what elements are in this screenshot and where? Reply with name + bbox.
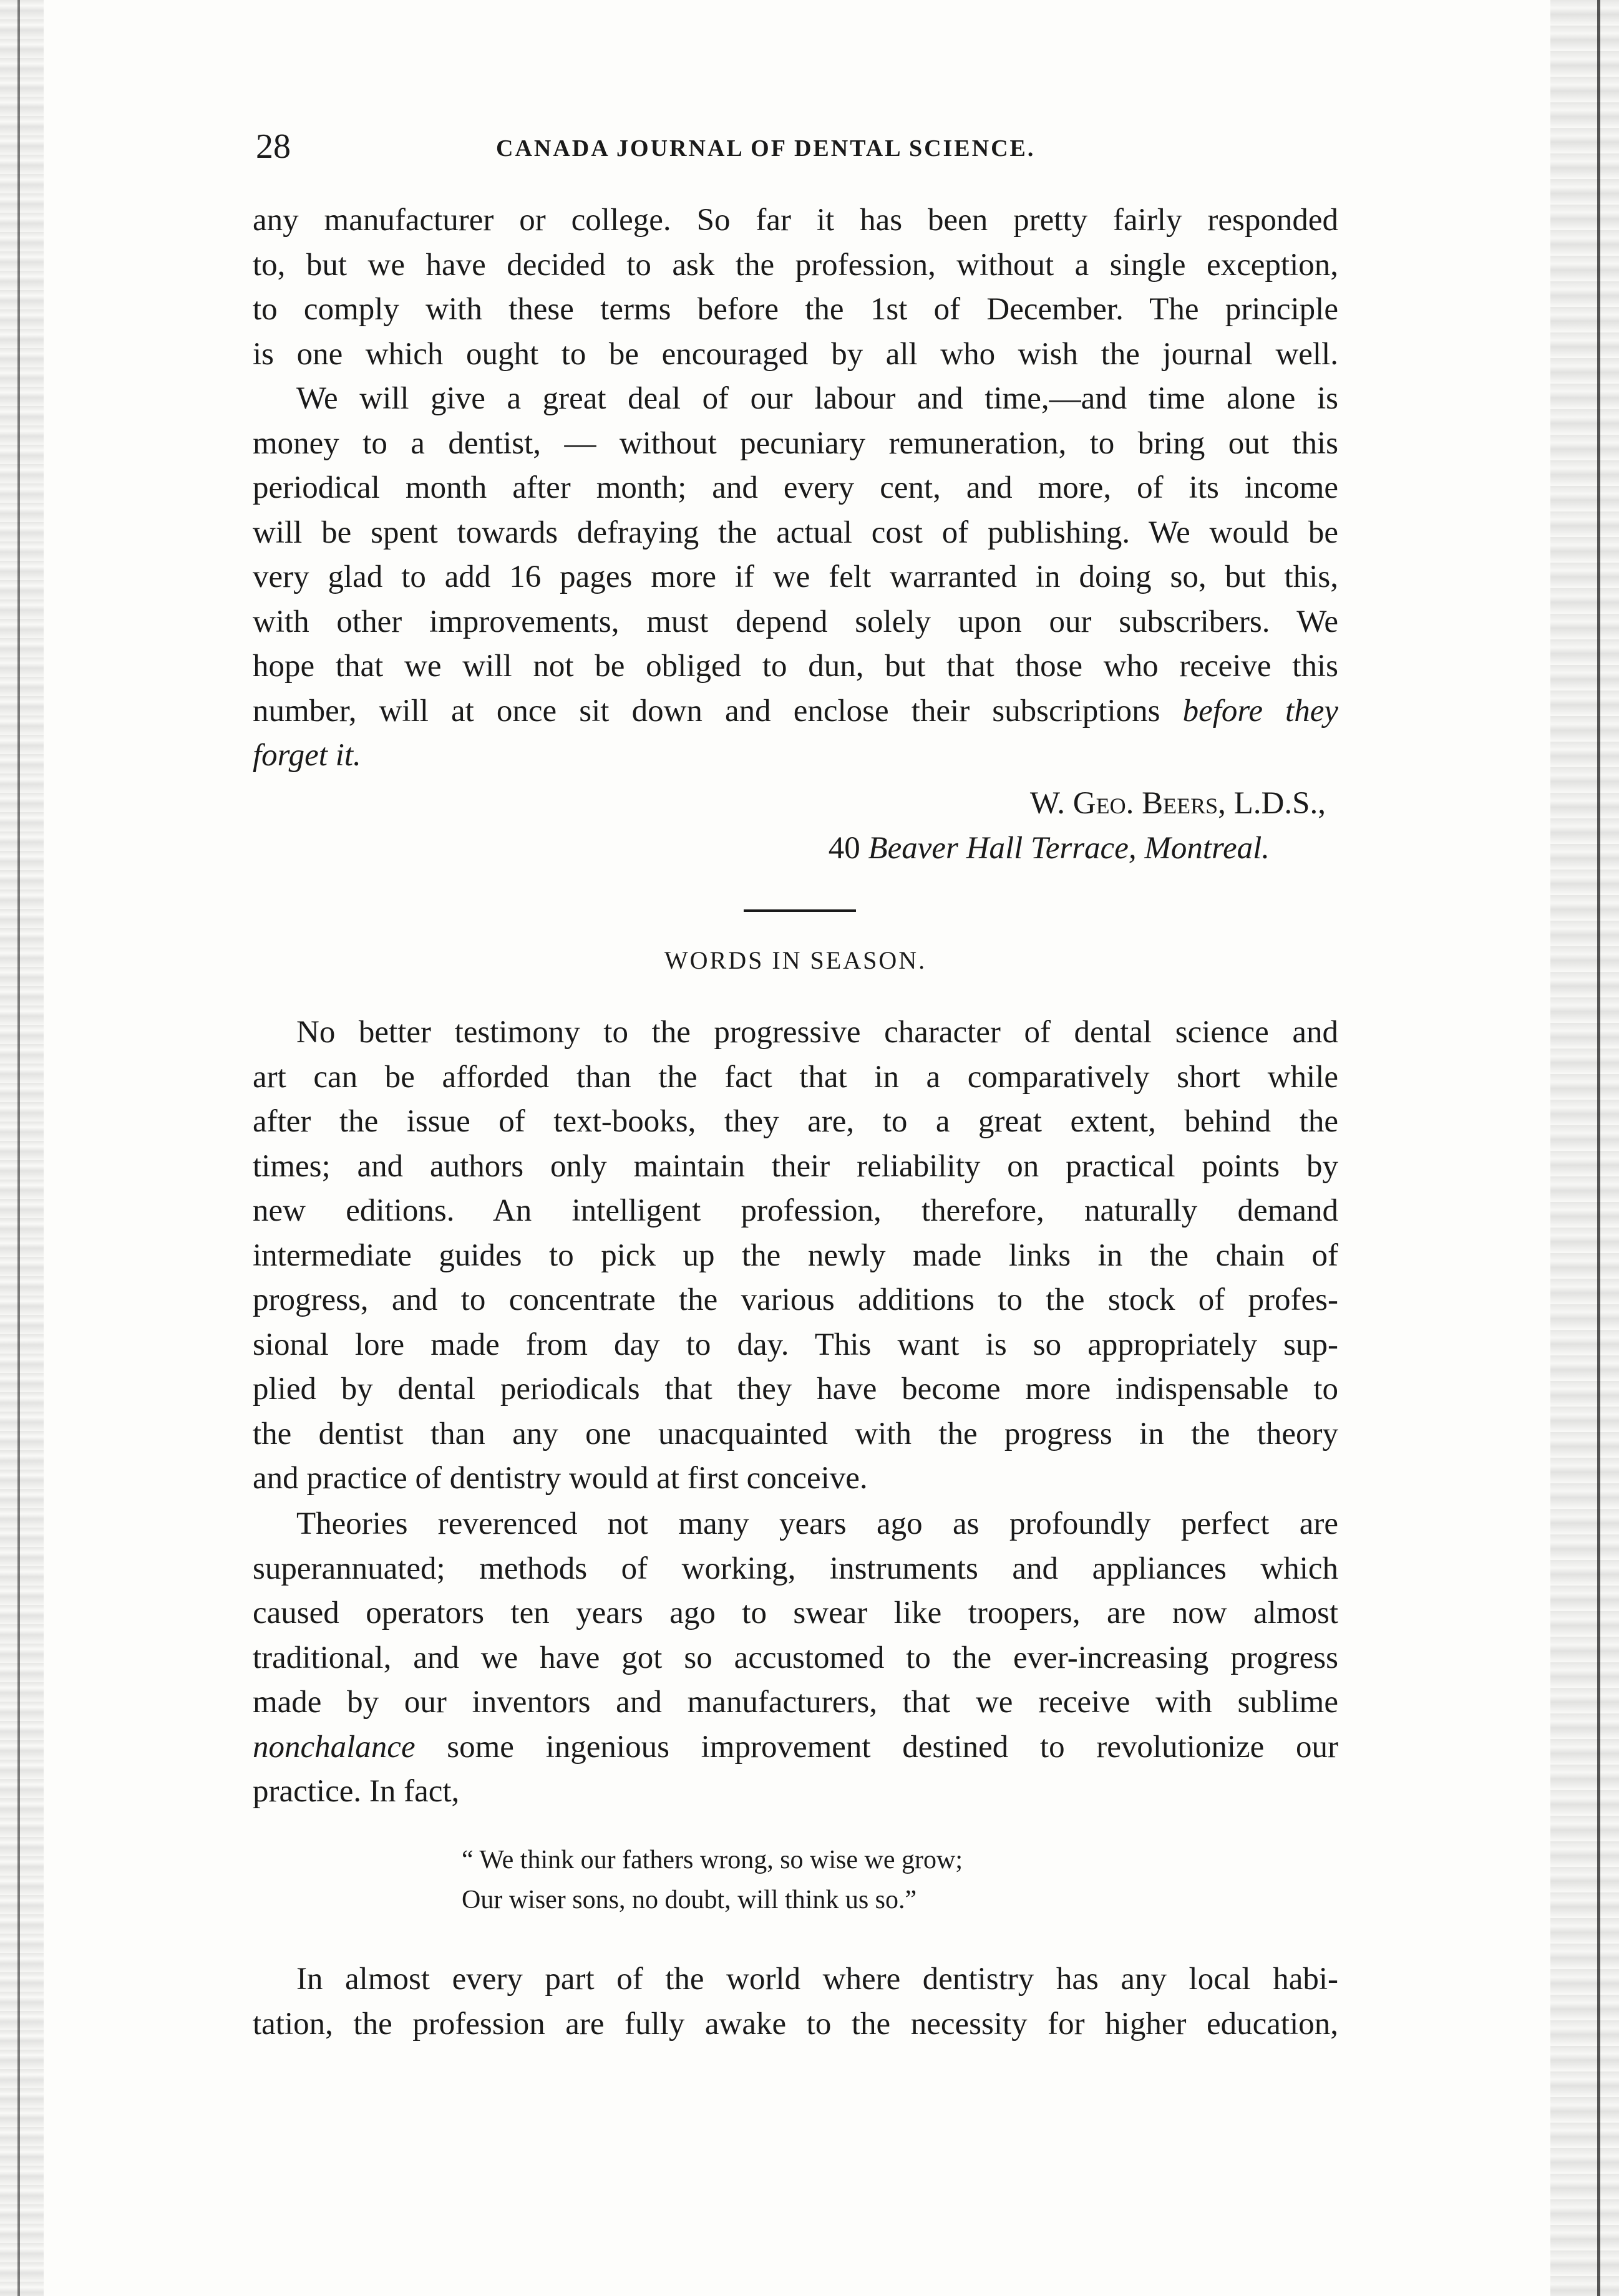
text-line: after the issue of text-books, they are, to a great extent, behind the: [253, 1104, 1338, 1139]
quote-line: Our wiser sons, no doubt, will think us so.”: [462, 1886, 917, 1914]
scan-edge-left: [0, 0, 44, 2296]
running-head: [256, 125, 1142, 168]
text-line: No better testimony to the progressive character of dental science and: [296, 1015, 1338, 1050]
address-number: 40: [828, 831, 868, 866]
text-line: intermediate guides to pick up the newly made links in the chain of: [253, 1238, 1338, 1273]
scan-edge-left-line: [17, 0, 20, 2296]
text-line: to, but we have decided to ask the profession, without a single exception,: [253, 247, 1338, 283]
text-line: tation, the profession are fully awake to the necessity for higher education,: [253, 2006, 1338, 2042]
italic-segment: nonchalance: [253, 1729, 416, 1765]
italic-segment: before they: [1182, 693, 1338, 729]
text-line: will be spent towards defraying the actual cost of publishing. We would be: [253, 515, 1338, 550]
address-street: Beaver Hall Terrace, Montreal.: [868, 831, 1270, 866]
text-line: In almost every part of the world where dentistry has any local habi-: [296, 1962, 1338, 1997]
text-line: periodical month after month; and every cent, and more, of its income: [253, 470, 1338, 505]
text-line: traditional, and we have got so accustomed to the ever-increasing progress: [253, 1640, 1338, 1675]
signature-address: [253, 826, 1338, 871]
signature-name: W. Geo. Beers, L.D.S.,: [1029, 786, 1326, 821]
scan-edge-right-line: [1597, 0, 1600, 2296]
paragraph-subscriptions: [253, 377, 1338, 778]
scan-edge-right: [1550, 0, 1619, 2296]
page-number: 28: [256, 127, 291, 166]
text-segment: some ingenious improvement destined to revolutionize our: [415, 1729, 1338, 1765]
paragraph-continued: [253, 198, 1338, 377]
text-line: practice. In fact,: [253, 1774, 460, 1809]
paragraph-theories: [253, 1502, 1338, 1814]
text-line: and practice of dentistry would at first conceive.: [253, 1461, 868, 1496]
text-line: [253, 689, 1338, 734]
text-line: made by our inventors and manufacturers, that we receive with sublime: [253, 1685, 1338, 1720]
text-line: Theories reverenced not many years ago as profoundly perfect are: [296, 1506, 1338, 1541]
section-divider: [744, 909, 856, 912]
text-line: We will give a great deal of our labour and time,—and time alone is: [296, 381, 1338, 416]
text-line: superannuated; methods of working, instruments and appliances which: [253, 1551, 1338, 1586]
paragraph-higher-education: [253, 1957, 1338, 2047]
text-line: art can be afforded than the fact that in a comparatively short while: [253, 1059, 1338, 1095]
signature-block: [253, 781, 1338, 871]
text-line: forget it.: [253, 738, 361, 773]
verse-quotation: [462, 1840, 1210, 1920]
text-line: sional lore made from day to day. This want is so appropriately sup-: [253, 1327, 1338, 1362]
text-line: caused operators ten years ago to swear like troopers, are now almost: [253, 1596, 1338, 1630]
paragraph-testimony: [253, 1010, 1338, 1501]
text-line: is one which ought to be encouraged by all who wish the journal well.: [253, 336, 1338, 372]
text-line: progress, and to concentrate the various additions to the stock of profes-: [253, 1282, 1338, 1317]
text-line: very glad to add 16 pages more if we felt warranted in doing so, but this,: [253, 559, 1338, 594]
text-line: [253, 1725, 1338, 1770]
text-line: to comply with these terms before the 1st of December. The principle: [253, 292, 1338, 327]
text-line: times; and authors only maintain their reliability on practical points by: [253, 1148, 1338, 1184]
text-line: new editions. An intelligent profession, therefore, naturally demand: [253, 1193, 1338, 1228]
text-line: the dentist than any one unacquainted with the progress in the theory: [253, 1416, 1338, 1451]
journal-title: CANADA JOURNAL OF DENTAL SCIENCE.: [496, 135, 1036, 162]
text-line: any manufacturer or college. So far it has been pretty fairly responded: [253, 203, 1338, 238]
section-title: WORDS IN SEASON.: [664, 946, 927, 974]
quote-line: “ We think our fathers wrong, so wise we grow;: [462, 1846, 963, 1874]
text-segment: number, will at once sit down and enclose their subscriptions: [253, 693, 1183, 729]
text-line: money to a dentist, — without pecuniary remuneration, to bring out this: [253, 425, 1338, 461]
text-line: hope that we will not be obliged to dun, but that those who receive this: [253, 649, 1338, 684]
text-line: plied by dental periodicals that they have become more indispensable to: [253, 1372, 1338, 1407]
text-line: with other improvements, must depend solely upon our subscribers. We: [253, 604, 1338, 639]
